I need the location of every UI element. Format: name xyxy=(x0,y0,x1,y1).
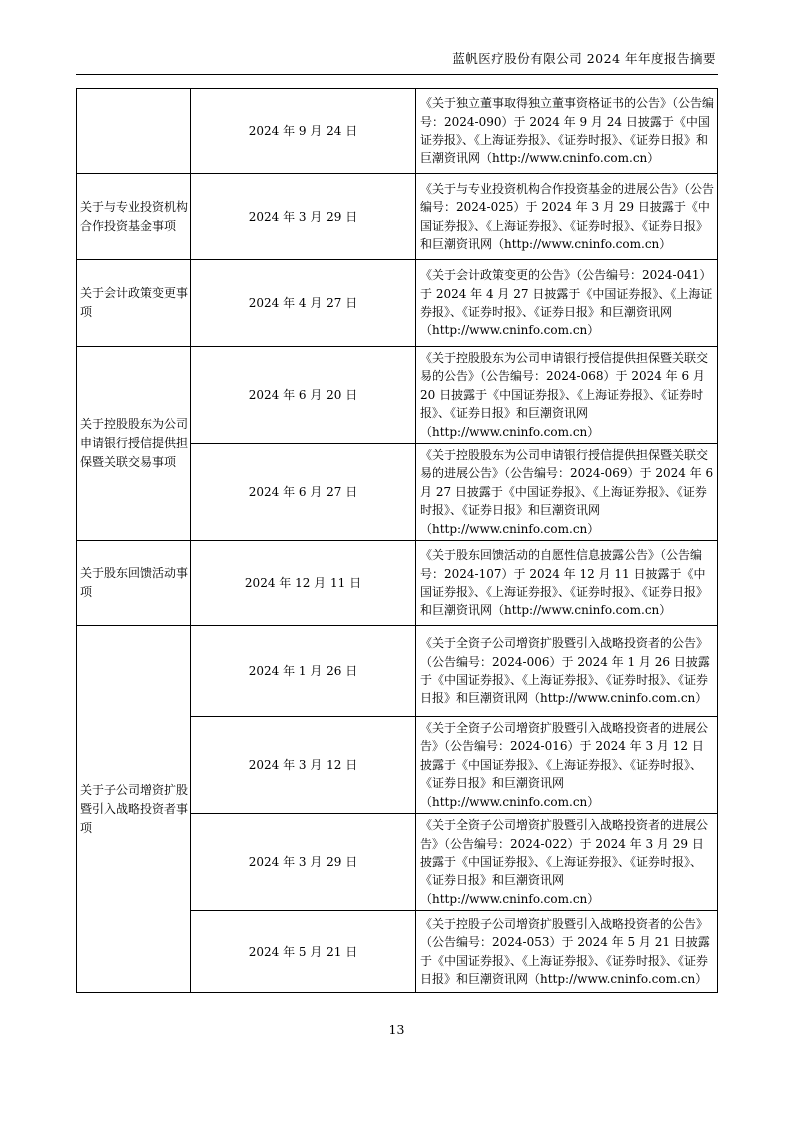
category-cell: 关于股东回馈活动事项 xyxy=(77,541,191,626)
header-title: 蓝帆医疗股份有限公司 2024 年年度报告摘要 xyxy=(452,51,716,66)
report-header xyxy=(76,50,718,75)
category-cell: 关于与专业投资机构合作投资基金事项 xyxy=(77,174,191,260)
date-cell: 2024 年 5 月 21 日 xyxy=(191,911,416,993)
detail-cell: 《关于与专业投资机构合作投资基金的进展公告》（公告编号：2024-025）于 2024 年 3 月 29 日披露于《中国证券报》、《上海证券报》、《证券时报》、《证券日报》和巨潮资讯网（http://www.cninfo.com.cn） xyxy=(416,174,718,260)
detail-cell: 《关于全资子公司增资扩股暨引入战略投资者的公告》（公告编号：2024-006）于 2024 年 1 月 26 日披露于《中国证券报》、《上海证券报》、《证券时报》、《证券日报》和巨潮资讯网（http://www.cninfo.com.cn） xyxy=(416,626,718,717)
detail-cell: 《关于会计政策变更的公告》（公告编号：2024-041）于 2024 年 4 月 27 日披露于《中国证券报》、《上海证券报》、《证券时报》、《证券日报》和巨潮资讯网（http://www.cninfo.com.cn） xyxy=(416,260,718,347)
detail-cell: 《关于独立董事取得独立董事资格证书的公告》（公告编号：2024-090）于 2024 年 9 月 24 日披露于《中国证券报》、《上海证券报》、《证券时报》、《证券日报》和巨潮资讯网（http://www.cninfo.com.cn） xyxy=(416,89,718,174)
date-cell: 2024 年 4 月 27 日 xyxy=(191,260,416,347)
category-cell: 关于控股股东为公司申请银行授信提供担保暨关联交易事项 xyxy=(77,347,191,541)
date-cell: 2024 年 3 月 12 日 xyxy=(191,717,416,814)
detail-cell: 《关于全资子公司增资扩股暨引入战略投资者的进展公告》（公告编号：2024-016）于 2024 年 3 月 12 日披露于《中国证券报》、《上海证券报》、《证券时报》、《证券日报》和巨潮资讯网（http://www.cninfo.com.cn） xyxy=(416,717,718,814)
detail-cell: 《关于控股子公司增资扩股暨引入战略投资者的公告》（公告编号：2024-053）于 2024 年 5 月 21 日披露于《中国证券报》、《上海证券报》、《证券时报》、《证券日报》和巨潮资讯网（http://www.cninfo.com.cn） xyxy=(416,911,718,993)
date-cell: 2024 年 6 月 27 日 xyxy=(191,444,416,541)
category-cell xyxy=(77,89,191,174)
detail-cell: 《关于股东回馈活动的自愿性信息披露公告》（公告编号：2024-107）于 2024 年 12 月 11 日披露于《中国证券报》、《上海证券报》、《证券时报》、《证券日报》和巨潮资讯网（http://www.cninfo.com.cn） xyxy=(416,541,718,626)
date-cell: 2024 年 1 月 26 日 xyxy=(191,626,416,717)
page-number: 13 xyxy=(388,1022,405,1037)
date-cell: 2024 年 6 月 20 日 xyxy=(191,347,416,444)
table-row xyxy=(77,89,718,174)
detail-cell: 《关于全资子公司增资扩股暨引入战略投资者的进展公告》（公告编号：2024-022）于 2024 年 3 月 29 日披露于《中国证券报》、《上海证券报》、《证券时报》、《证券日报》和巨潮资讯网（http://www.cninfo.com.cn） xyxy=(416,814,718,911)
date-cell: 2024 年 3 月 29 日 xyxy=(191,174,416,260)
table-row xyxy=(77,347,718,444)
table-row xyxy=(77,541,718,626)
detail-cell: 《关于控股股东为公司申请银行授信提供担保暨关联交易的公告》（公告编号：2024-068）于 2024 年 6 月 20 日披露于《中国证券报》、《上海证券报》、《证券时报》、《证券日报》和巨潮资讯网（http://www.cninfo.com.cn） xyxy=(416,347,718,444)
announcements-table xyxy=(76,88,718,993)
date-cell: 2024 年 9 月 24 日 xyxy=(191,89,416,174)
category-cell: 关于会计政策变更事项 xyxy=(77,260,191,347)
detail-cell: 《关于控股股东为公司申请银行授信提供担保暨关联交易的进展公告》（公告编号：2024-069）于 2024 年 6 月 27 日披露于《中国证券报》、《上海证券报》、《证券时报》、《证券日报》和巨潮资讯网（http://www.cninfo.com.cn） xyxy=(416,444,718,541)
date-cell: 2024 年 3 月 29 日 xyxy=(191,814,416,911)
table-row xyxy=(77,626,718,717)
date-cell: 2024 年 12 月 11 日 xyxy=(191,541,416,626)
table-row xyxy=(77,260,718,347)
category-cell: 关于子公司增资扩股暨引入战略投资者事项 xyxy=(77,626,191,993)
table-row xyxy=(77,174,718,260)
